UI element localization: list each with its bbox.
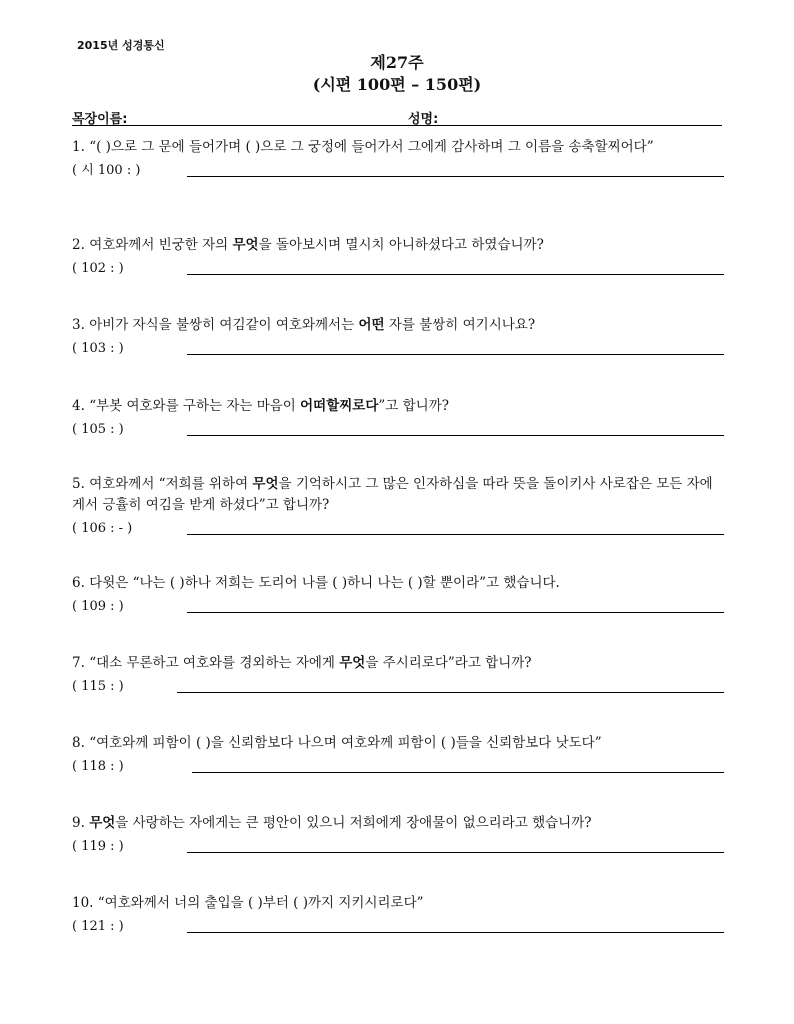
- verse-reference: ( 115 : ): [72, 679, 124, 694]
- question-text: 1. “( )으로 그 문에 들어가며 ( )으로 그 궁정에 들어가서 그에게 감사하며 그 이름을 송축할찌어다”: [72, 139, 654, 155]
- question-6: [72, 573, 724, 616]
- question-4: [72, 396, 724, 439]
- name-row-underline: [72, 125, 722, 126]
- question-text: 5. 여호와께서 “저희를 위하여 무엇을 기억하시고 그 많은 인자하심을 따라 뜻을 돌이키사 사로잡은 모든 자에게서 긍휼히 여김을 받게 하셨다”고 합니까?: [72, 476, 713, 513]
- answer-row: [72, 419, 724, 439]
- answer-line[interactable]: [187, 612, 724, 613]
- question-text: 8. “여호와께 피함이 ( )을 신뢰함보다 나으며 여호와께 피함이 ( )들을 신뢰함보다 낫도다”: [72, 735, 602, 751]
- answer-line[interactable]: [187, 852, 724, 853]
- verse-reference: ( 103 : ): [72, 341, 124, 356]
- answer-row: [72, 916, 724, 936]
- answer-line[interactable]: [187, 435, 724, 436]
- parish-name-label: 목장이름:: [72, 112, 128, 127]
- verse-reference: ( 106 : - ): [72, 521, 133, 536]
- verse-reference: ( 102 : ): [72, 261, 124, 276]
- answer-row: [72, 836, 724, 856]
- answer-line[interactable]: [192, 772, 724, 773]
- verse-reference: ( 121 : ): [72, 919, 124, 934]
- answer-row: [72, 338, 724, 358]
- question-text: 4. “부봇 여호와를 구하는 자는 마음이 어떠할찌로다”고 합니까?: [72, 398, 449, 414]
- answer-line[interactable]: [187, 274, 724, 275]
- question-1: [72, 137, 724, 180]
- answer-line[interactable]: [187, 176, 724, 177]
- answer-row: [72, 518, 724, 538]
- question-3: [72, 315, 724, 358]
- answer-row: [72, 596, 724, 616]
- question-8: [72, 733, 724, 776]
- question-7: [72, 653, 724, 696]
- name-row: [72, 108, 722, 126]
- question-text: 9. 무엇을 사랑하는 자에게는 큰 평안이 있으니 저희에게 장애물이 없으리라고 했습니까?: [72, 815, 592, 831]
- verse-reference: ( 119 : ): [72, 839, 124, 854]
- question-5: [72, 474, 724, 538]
- verse-reference: ( 105 : ): [72, 422, 124, 437]
- question-10: [72, 893, 724, 936]
- answer-row: [72, 160, 724, 180]
- answer-line[interactable]: [187, 534, 724, 535]
- verse-reference: ( 109 : ): [72, 599, 124, 614]
- verse-reference: ( 118 : ): [72, 759, 124, 774]
- question-9: [72, 813, 724, 856]
- header-year-label: 2015년 성경통신: [77, 39, 165, 52]
- question-text: 7. “대소 무론하고 여호와를 경외하는 자에게 무엇을 주시리로다”라고 합니까?: [72, 655, 532, 671]
- answer-line[interactable]: [187, 354, 724, 355]
- question-text: 6. 다윗은 “나는 ( )하나 저희는 도리어 나를 ( )하니 나는 ( )할 뿐이라”고 했습니다.: [72, 575, 560, 591]
- question-text: 2. 여호와께서 빈궁한 자의 무엇을 돌아보시며 멸시치 아니하셨다고 하였습니까?: [72, 237, 544, 253]
- verse-reference: ( 시 100 : ): [72, 163, 141, 178]
- person-name-label: 성명:: [408, 112, 439, 127]
- answer-line[interactable]: [187, 932, 724, 933]
- answer-row: [72, 258, 724, 278]
- question-2: [72, 235, 724, 278]
- answer-line[interactable]: [177, 692, 724, 693]
- question-text: 3. 아비가 자식을 불쌍히 여김같이 여호와께서는 어떤 자를 불쌍히 여기시나요?: [72, 317, 536, 333]
- question-text: 10. “여호와께서 너의 출입을 ( )부터 ( )까지 지키시리로다”: [72, 895, 424, 911]
- answer-row: [72, 676, 724, 696]
- page-title: 제27주: [370, 53, 424, 72]
- page-subtitle: (시편 100편 – 150편): [312, 75, 482, 94]
- answer-row: [72, 756, 724, 776]
